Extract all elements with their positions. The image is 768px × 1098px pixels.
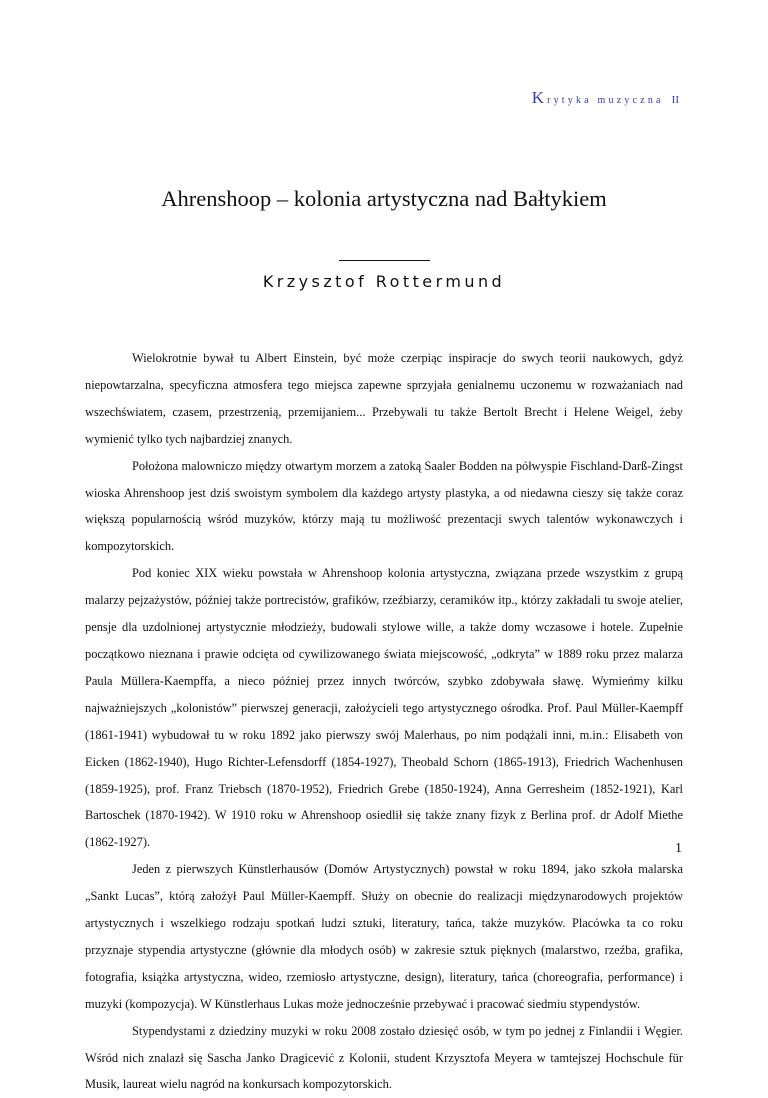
running-header-initial: K — [531, 88, 548, 107]
paragraph: Pod koniec XIX wieku powstała w Ahrenshoop kolonia artystyczna, związana przede wszystkim z grupą malarzy pejzażystów, później także portrecistów, grafików, rzeźbiarzy, ceramików itp., którzy zakładali tu swoje atelier, pensje dla uzdolnionej artystycznie młodzieży, budowali stylowe wille, a także domy wczasowe i hotele. Zupełnie początkowo nieznana i prawie odcięta od cywilizowanego świata miejscowość, „odkryta” w 1889 roku przez malarza Paula Müllera-Kaempffa, a nieco później przez innych twórców, szybko zdobywała sławę. Wymieńmy kilku najważniejszych „kolonistów” pierwszej generacji, założycieli tego artystycznego ośrodka. Prof. Paul Müller-Kaempff (1861-1941) wybudował tu w roku 1892 jako pierwszy swój Malerhaus, po nim podążali inni, m.in.: Elisabeth von Eicken (1862-1940), Hugo Richter-Lefensdorff (1854-1927), Theobald Schorn (1865-1913), Friedrich Wachenhusen (1859-1925), prof. Franz Triebsch (1870-1952), Friedrich Grebe (1850-1924), Anna Gerresheim (1852-1921), Karl Bartoschek (1870-1942). W 1910 roku w Ahrenshoop osiedlił się także znany fizyk z Berlina prof. dr Adolf Miethe (1862-1927). — [85, 566, 683, 850]
article-body — [85, 345, 683, 1098]
paragraph: Stypendystami z dziedziny muzyki w roku 2008 zostało dziesięć osób, w tym po jednej z Finlandii i Węgier. Wśród nich znalazł się Sascha Janko Dragicević z Kolonii, student Krzysztofa Meyera w tamtejszej Hochschule für Musik, laureat wielu nagród na konkursach kompozytorskich. — [85, 1023, 683, 1092]
running-header-issue-number: II — [671, 94, 679, 106]
page-number: 1 — [675, 841, 682, 856]
running-header-title: rytyka muzyczna — [547, 95, 664, 106]
paragraph: Położona malowniczo między otwartym morzem a zatoką Saaler Bodden na półwyspie Fischland-Darß-Zingst wioska Ahrenshoop jest dziś swoistym symbolem dla każdego artysty plastyka, a od niedawna cieszy się także coraz większą popularnością wśród muzyków, którzy mają tu możliwość prezentacji swych talentów wykonawczych i kompozytorskich. — [85, 458, 683, 554]
article-author: Krzysztof Rottermund — [262, 272, 506, 291]
title-divider — [339, 260, 430, 261]
running-header — [532, 88, 679, 108]
paragraph: Wielokrotnie bywał tu Albert Einstein, być może czerpiąc inspiracje do swych teorii naukowych, gdyż niepowtarzalna, specyficzna atmosfera tego miejsca zapewne sprzyjała genialnemu uczonemu w rozważaniach nad wszechświatem, czasem, przestrzenią, przemijaniem... Przebywali tu także Bertolt Brecht i Helene Weigel, żeby wymienić tylko tych najbardziej znanych. — [85, 351, 683, 446]
paragraph: Jeden z pierwszych Künstlerhausów (Domów Artystycznych) powstał w roku 1894, jako szkoła malarska „Sankt Lucas”, którą założył Paul Müller-Kaempff. Służy on obecnie do realizacji międzynarodowych projektów artystycznych i wszelkiego rodzaju spotkań ludzi sztuki, literatury, tańca, także muzyków. Placówka ta co roku przyznaje stypendia artystyczne (głównie dla młodych osób) w zakresie sztuk pięknych (malarstwo, rzeźba, grafika, fotografia, książka artystyczna, wideo, rzemiosło artystyczne, design), literatury, tańca (choreografia, performance) i muzyki (kompozycja). W Künstlerhaus Lukas może jednocześnie przebywać i pracować siedmiu stypendystów. — [85, 862, 683, 1011]
article-title: Ahrenshoop – kolonia artystyczna nad Bałtykiem — [161, 186, 607, 211]
